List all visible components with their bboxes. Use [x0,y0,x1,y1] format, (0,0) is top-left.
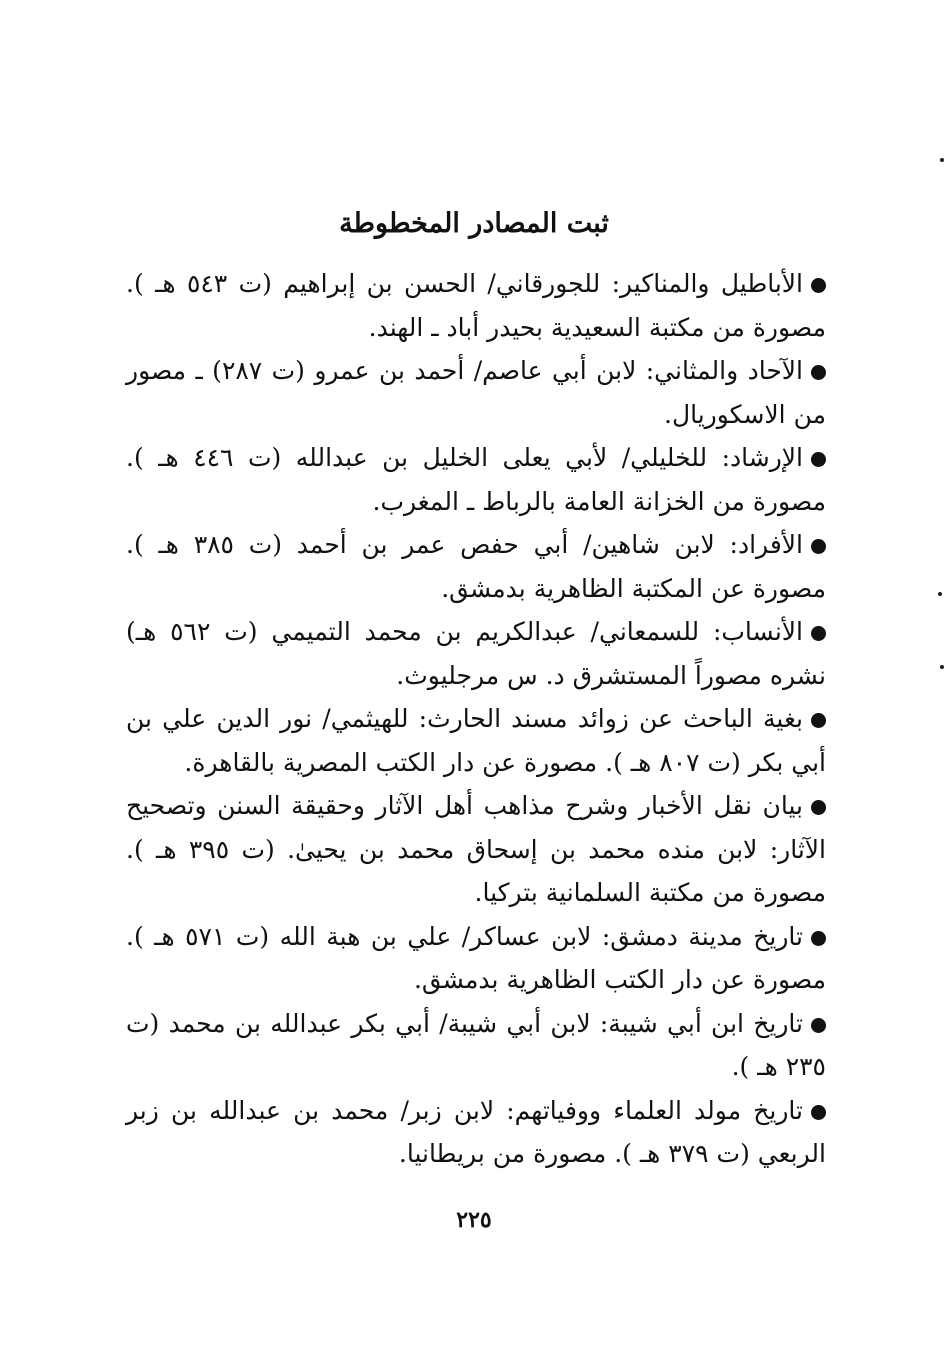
bullet-icon [811,931,826,946]
entry-text: بيان نقل الأخبار وشرح مذاهب أهل الآثار وحقيقة السنن وتصحيح الآثار: لابن منده محمد بن إسحاق محمد بن يحيىٰ. (ت ٣٩٥ هـ ). مصورة من مكتبة السلمانية بتركيا. [126,791,826,907]
entry-text: بغية الباحث عن زوائد مسند الحارث: للهيثمي/ نور الدين علي بن أبي بكر (ت ٨٠٧ هـ ). مصورة عن دار الكتب المصرية بالقاهرة. [126,704,826,777]
bullet-icon [811,713,826,728]
bullet-icon [811,539,826,554]
list-item [126,1002,826,1089]
list-item [126,262,826,349]
bullet-icon [811,1018,826,1033]
scan-speck [938,592,942,596]
entry-text: الإرشاد: للخليلي/ لأبي يعلى الخليل بن عبدالله (ت ٤٤٦ هـ ). مصورة من الخزانة العامة بالرباط ـ المغرب. [126,443,826,516]
scan-speck [940,665,944,669]
sources-list [126,262,826,1176]
entry-text: الأباطيل والمناكير: للجورقاني/ الحسن بن إبراهيم (ت ٥٤٣ هـ ). مصورة من مكتبة السعيدية بحيدر أباد ـ الهند. [126,269,826,342]
entry-text: تاريخ ابن أبي شيبة: لابن أبي شيبة/ أبي بكر عبدالله بن محمد (ت ٢٣٥ هـ ). [126,1008,826,1081]
page-title: ثبت المصادر المخطوطة [339,208,609,239]
bullet-icon [811,365,826,380]
list-item [126,1089,826,1176]
list-item [126,697,826,784]
scan-speck [940,158,944,162]
list-item [126,915,826,1002]
bullet-icon [811,1105,826,1120]
list-item [126,523,826,610]
list-item [126,436,826,523]
bullet-icon [811,278,826,293]
list-item [126,610,826,697]
bullet-icon [811,626,826,641]
entry-text: الأفراد: لابن شاهين/ أبي حفص عمر بن أحمد (ت ٣٨٥ هـ ). مصورة عن المكتبة الظاهرية بدمشق. [126,530,826,603]
page-number: ٢٢٥ [456,1207,492,1233]
list-item [126,349,826,436]
entry-text: الأنساب: للسمعاني/ عبدالكريم بن محمد التميمي (ت ٥٦٢ هـ) نشره مصوراً المستشرق د. س مرجليوث. [126,617,826,690]
list-item [126,784,826,915]
entry-text: تاريخ مولد العلماء ووفياتهم: لابن زبر/ محمد بن عبدالله بن زبر الربعي (ت ٣٧٩ هـ ). مصورة من بريطانيا. [126,1095,826,1168]
bullet-icon [811,452,826,467]
entry-text: تاريخ مدينة دمشق: لابن عساكر/ علي بن هبة الله (ت ٥٧١ هـ ). مصورة عن دار الكتب الظاهرية بدمشق. [126,921,826,994]
bullet-icon [811,800,826,815]
entry-text: الآحاد والمثاني: لابن أبي عاصم/ أحمد بن عمرو (ت ٢٨٧) ـ مصور من الاسكوريال. [126,356,826,429]
